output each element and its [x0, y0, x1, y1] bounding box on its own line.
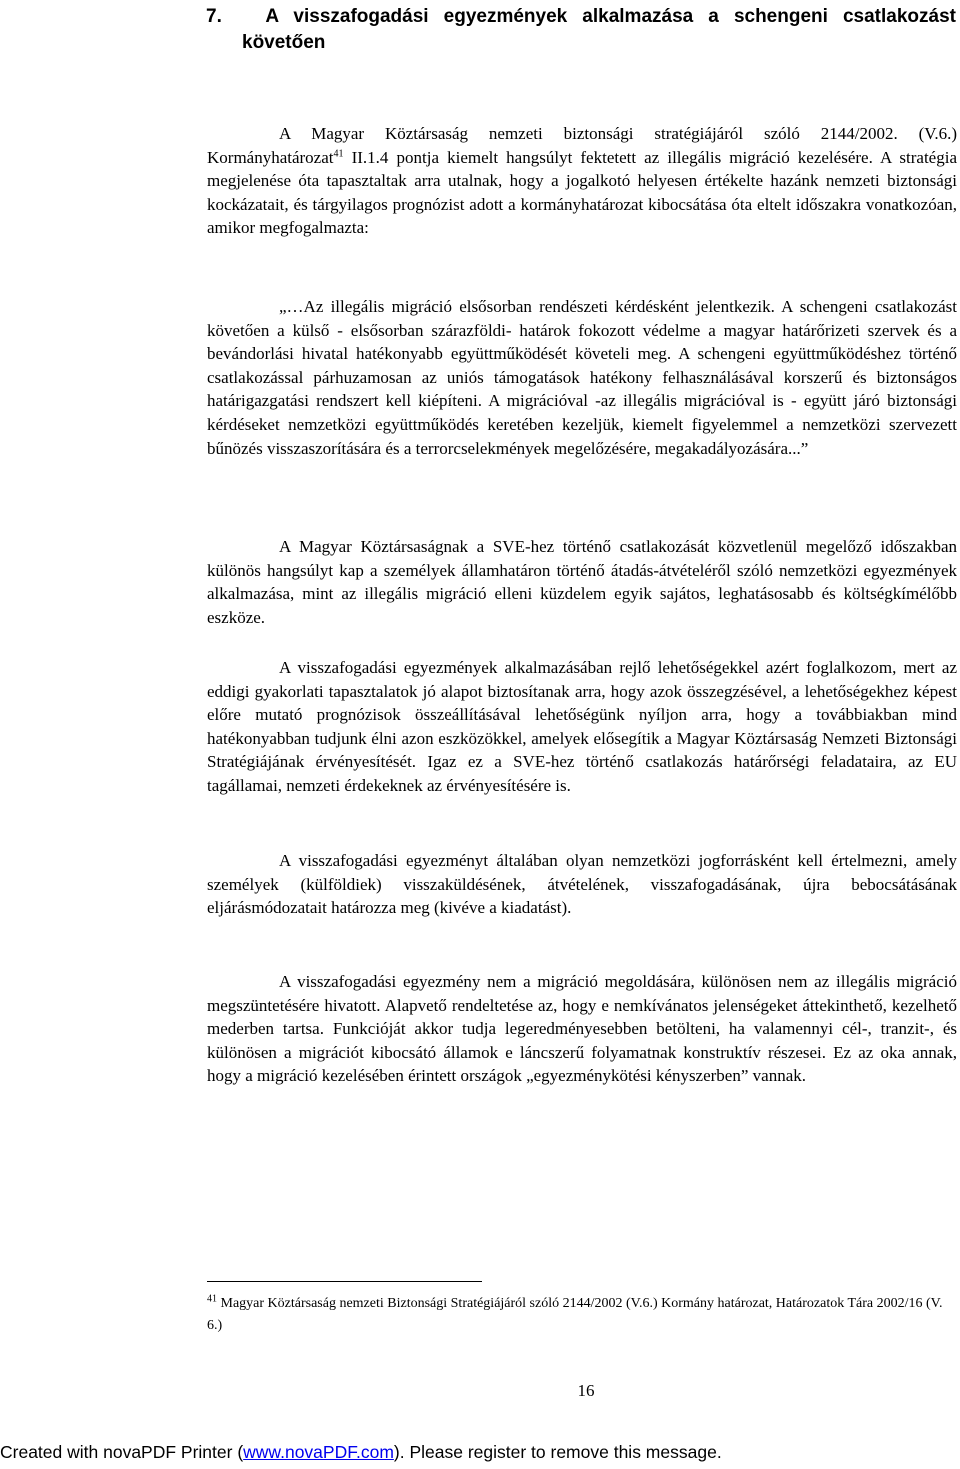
footnote-reference[interactable]: 41	[333, 147, 344, 159]
section-heading	[206, 4, 956, 30]
footnote	[207, 1293, 957, 1337]
watermark-banner	[0, 1442, 960, 1463]
page-number: 16	[577, 1381, 595, 1400]
banner-link[interactable]: www.novaPDF.com	[243, 1442, 394, 1462]
footnote-separator	[207, 1281, 482, 1282]
paragraph-5: A visszafogadási egyezmény nem a migráció megoldására, különösen nem az illegális migráció megszüntetésére hivatott. Alapvető rendeltetése az, hogy e nemkívánatos jelenségeket áttekinthető, kezelhető mederben tartsa. Funkcióját akkor tudja legeredményesebben betölteni, ha valamennyi cél-, tranzit-, és különösen a migrációt kibocsátó államok e láncszerű folyamatnak konstruktív részesei. Ez az oka annak, hogy a migráció kezelésében érintett országok „egyezménykötési kényszerben” vannak.	[207, 972, 957, 1086]
paragraph-4: A visszafogadási egyezményt általában olyan nemzetközi jogforrásként kell értelmezni, amely személyek (külföldiek) visszaküldésének, átvételének, visszafogadásának, újra bebocsátásának eljárásmódozatait határozza meg (kivéve a kiadatást).	[207, 851, 957, 918]
banner-suffix: ). Please register to remove this message.	[393, 1442, 722, 1462]
footnote-text: Magyar Köztársaság nemzeti Biztonsági Stratégiájáról szóló 2144/2002 (V.6.) Kormány határozat, Határozatok Tára 2002/16 (V. 6.)	[207, 1296, 943, 1333]
footnote-number: 41	[207, 1293, 217, 1305]
paragraph-1-text-a: A Magyar Köztársaság nemzeti biztonsági stratégiájáról szóló 2144/2002. (V.6.) Kormányhatározat	[207, 124, 957, 167]
banner-prefix: Created with novaPDF Printer (	[0, 1442, 244, 1462]
paragraph-3: A visszafogadási egyezmények alkalmazásában rejlő lehetőségekkel azért foglalkozom, mert az eddigi gyakorlati tapasztalatok jó alapot biztosítanak arra, hogy azok összegzésével, a lehetőségekhez képest előre mutató prognózisok összeállításával lehetőségünk nyíljon arra, hogy a továbbiakban mind hatékonyabban tudjunk élni azon eszközökkel, amelyek elősegítik a Magyar Köztársaság Nemzeti Biztonsági Stratégiájának érvényesítését. Igaz ez a SVE-hez történő csatlakozás határőrségi feladataira, az EU tagállamai, nemzeti érdekeknek az érvényesítésére is.	[207, 658, 957, 795]
section-number: 7.	[206, 6, 222, 27]
quotation-block: „…Az illegális migráció elsősorban rendészeti kérdésként jelentkezik. A schengeni csatlakozást követően a külső - elsősorban szárazföldi- határok fokozott védelme a magyar határőrizeti szervek és a bevándorlási hivatal hatékonyabb együttműködését követeli meg. A schengeni együttműködéshez történő csatlakozással párhuzamosan az uniós támogatások hatékony felhasználásával korszerű és biztonságos határigazgatási rendszert kell kiépíteni. A migrációval -az illegális migrációval is - együtt járó biztonsági kérdéseket nemzetközi együttműködés keretében kezeljük, kiemelt figyelemmel a nemzetközi szervezett bűnözés visszaszorítására és a terrorcselekmények megelőzésére, megakadályozására...”	[207, 297, 957, 458]
paragraph-1	[207, 122, 957, 240]
paragraph-2: A Magyar Köztársaságnak a SVE-hez történő csatlakozását közvetlenül megelőző időszakban különös hangsúlyt kap a személyek államhatáron történő átadás-átvételéről szóló nemzetközi egyezmények alkalmazása, mint az illegális migráció elleni küzdelem egyik sajátos, leghatásosabb és költségkímélőbb eszköze.	[207, 537, 957, 627]
paragraph-1-text-b: II.1.4 pontja kiemelt hangsúlyt fektetett az illegális migráció kezelésére. A stratégia megjelenése óta tapasztaltak arra utalnak, hogy a jogalkotó helyesen értékelte hazánk nemzeti biztonsági kockázatait, és tárgyilagos prognózist adott a kormányhatározat kibocsátása óta eltelt időszakra vonatkozóan, amikor megfogalmazta:	[207, 147, 957, 238]
section-title-line2: követően	[242, 32, 326, 53]
section-title-line1: A visszafogadási egyezmények alkalmazása a schengeni csatlakozást	[265, 6, 956, 27]
